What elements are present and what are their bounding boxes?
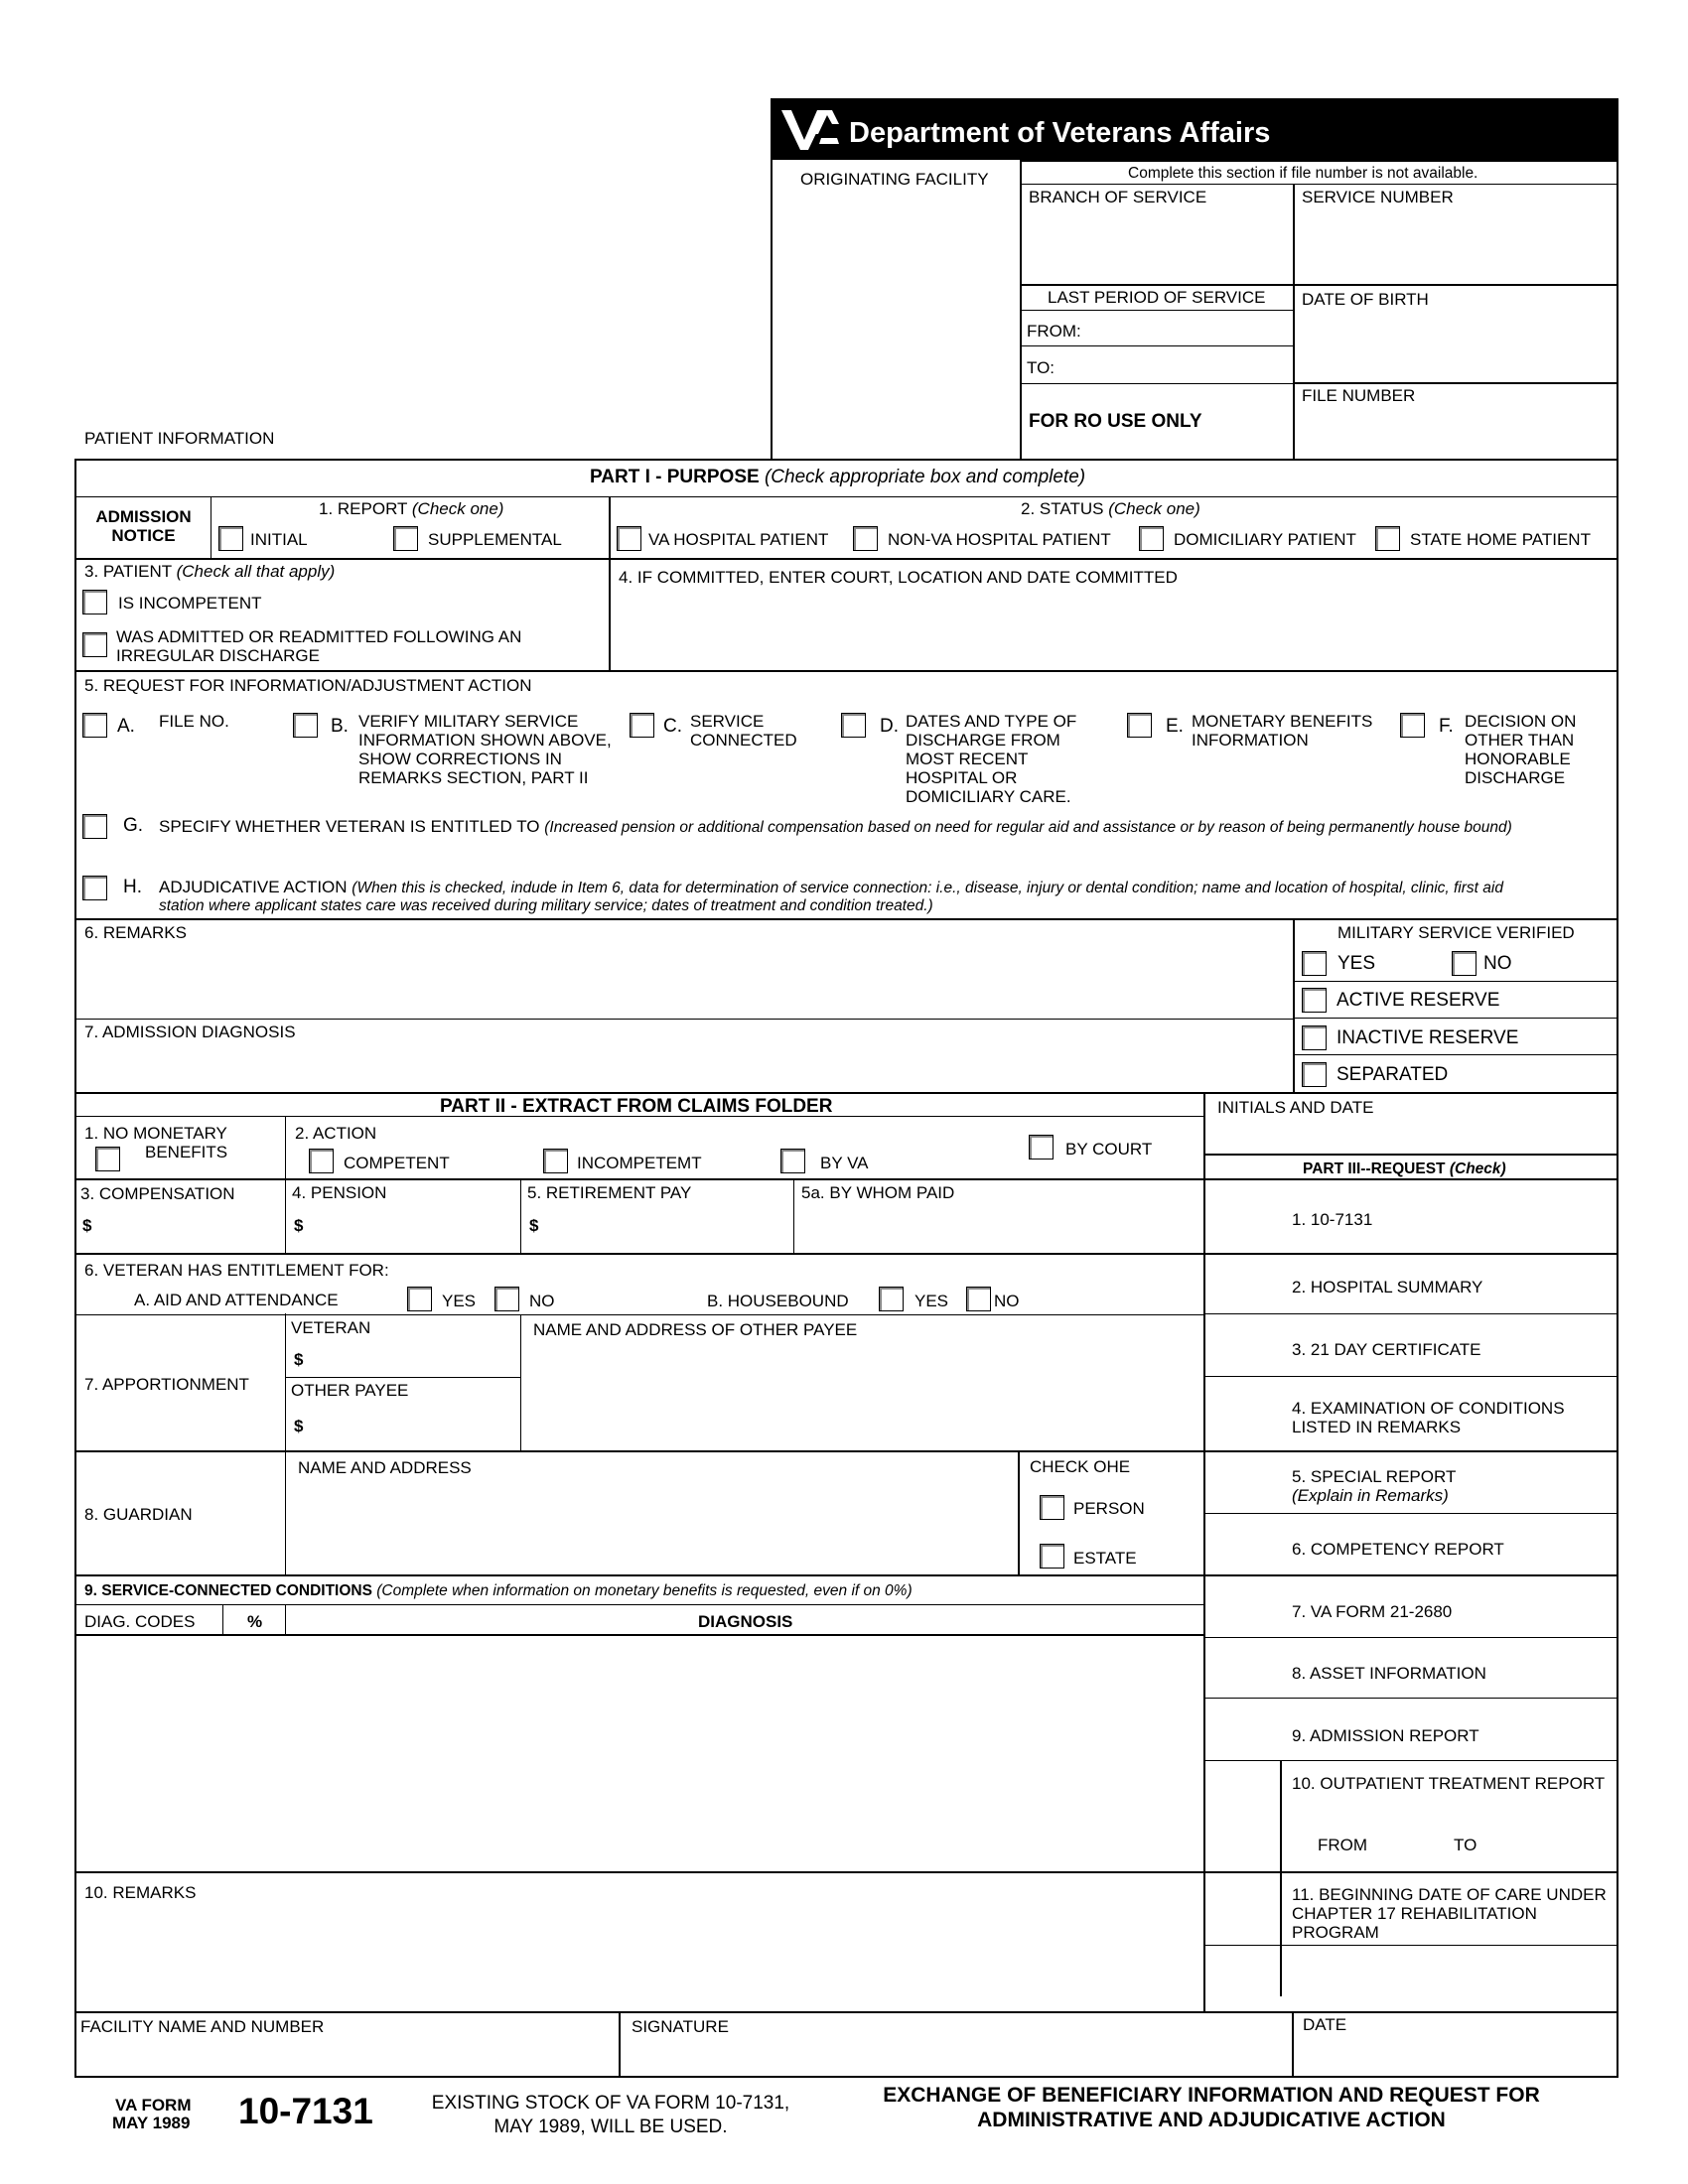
- by-court-label: BY COURT: [1065, 1140, 1153, 1159]
- benefits-label: BENEFITS: [145, 1143, 228, 1161]
- va-form-label: VA FORM: [115, 2096, 192, 2115]
- signature-label: SIGNATURE: [632, 2017, 729, 2036]
- incompetemt-label: INCOMPETEMT: [577, 1154, 702, 1172]
- request-f-label: DECISION ON OTHER THAN HONORABLE DISCHARGE: [1465, 712, 1577, 787]
- date-label: DATE: [1303, 2015, 1347, 2034]
- request-a-letter: A.: [117, 716, 135, 737]
- remarks-label: 6. REMARKS: [84, 923, 187, 942]
- name-address-label: NAME AND ADDRESS: [298, 1458, 472, 1477]
- part2-title: PART II - EXTRACT FROM CLAIMS FOLDER: [440, 1096, 833, 1117]
- housebound-no-checkbox[interactable]: [966, 1287, 991, 1311]
- percent-header: %: [247, 1612, 263, 1631]
- pension-dollar: $: [294, 1216, 304, 1235]
- va-hospital-label: VA HOSPITAL PATIENT: [648, 530, 829, 549]
- service-number-label: SERVICE NUMBER: [1302, 188, 1454, 206]
- committed-label: 4. IF COMMITTED, ENTER COURT, LOCATION AND DATE COMMITTED: [619, 568, 1178, 587]
- request-item-5: 5. SPECIAL REPORT: [1292, 1467, 1457, 1486]
- outpatient-to-label: TO: [1454, 1836, 1477, 1854]
- request-a-checkbox[interactable]: [82, 713, 107, 738]
- header-bar: [772, 98, 1618, 160]
- retirement-dollar: $: [529, 1216, 539, 1235]
- military-no-checkbox[interactable]: [1452, 951, 1477, 976]
- report-label: 1. REPORT (Check one): [319, 499, 504, 518]
- request-g-letter: G.: [123, 815, 144, 836]
- by-whom-paid-label: 5a. BY WHOM PAID: [801, 1183, 955, 1202]
- request-a-label: FILE NO.: [159, 712, 229, 731]
- entitlement-label: 6. VETERAN HAS ENTITLEMENT FOR:: [84, 1261, 389, 1280]
- diagnosis-header: DIAGNOSIS: [698, 1612, 793, 1631]
- request-c-checkbox[interactable]: [630, 713, 654, 738]
- initial-checkbox[interactable]: [218, 526, 243, 551]
- request-item-8: 8. ASSET INFORMATION: [1292, 1664, 1486, 1683]
- request-f-checkbox[interactable]: [1400, 713, 1425, 738]
- military-verified-label: MILITARY SERVICE VERIFIED: [1337, 923, 1575, 942]
- request-g-label: SPECIFY WHETHER VETERAN IS ENTITLED TO (Increased pension or additional compensation based on need for regular aid and assistance or by reason of being permanently house bound): [159, 817, 1512, 836]
- request-e-label: MONETARY BENEFITS INFORMATION: [1192, 712, 1373, 750]
- request-title: 5. REQUEST FOR INFORMATION/ADJUSTMENT ACTION: [84, 676, 532, 695]
- request-item-7: 7. VA FORM 21-2680: [1292, 1602, 1453, 1621]
- housebound-yes-label: YES: [914, 1292, 949, 1310]
- existing-stock-line2: MAY 1989, WILL BE USED.: [493, 2116, 728, 2137]
- aid-yes-checkbox[interactable]: [407, 1287, 432, 1311]
- date-of-birth-label: DATE OF BIRTH: [1302, 290, 1429, 309]
- complete-section-note: Complete this section if file number is not available.: [1128, 165, 1478, 182]
- request-item-6: 6. COMPETENCY REPORT: [1292, 1540, 1504, 1559]
- estate-checkbox[interactable]: [1040, 1544, 1064, 1569]
- no-monetary-label: 1. NO MONETARY: [84, 1124, 227, 1143]
- diag-codes-header: DIAG. CODES: [84, 1612, 196, 1631]
- incompetent-checkbox[interactable]: [82, 590, 107, 614]
- request-item-1: 1. 10-7131: [1292, 1210, 1373, 1229]
- compensation-dollar: $: [82, 1216, 92, 1235]
- by-va-checkbox[interactable]: [780, 1149, 805, 1173]
- for-ro-use-only-label: FOR RO USE ONLY: [1029, 411, 1202, 432]
- supplemental-label: SUPPLEMENTAL: [428, 530, 562, 549]
- compensation-label: 3. COMPENSATION: [80, 1184, 235, 1203]
- request-b-checkbox[interactable]: [293, 713, 318, 738]
- readmitted-checkbox[interactable]: [82, 632, 107, 657]
- incompetent-label: IS INCOMPETENT: [118, 594, 262, 613]
- domiciliary-label: DOMICILIARY PATIENT: [1174, 530, 1356, 549]
- housebound-yes-checkbox[interactable]: [879, 1287, 904, 1311]
- va-logo-icon: [777, 104, 841, 154]
- person-label: PERSON: [1073, 1499, 1145, 1518]
- separated-label: SEPARATED: [1336, 1064, 1449, 1085]
- competent-checkbox[interactable]: [309, 1149, 334, 1173]
- guardian-label: 8. GUARDIAN: [84, 1505, 193, 1524]
- retirement-pay-label: 5. RETIREMENT PAY: [527, 1183, 692, 1202]
- action-label: 2. ACTION: [295, 1124, 377, 1143]
- request-h-letter: H.: [123, 877, 142, 897]
- readmitted-label: WAS ADMITTED OR READMITTED FOLLOWING AN IRREGULAR DISCHARGE: [116, 627, 522, 665]
- by-court-checkbox[interactable]: [1029, 1135, 1054, 1160]
- form-title-line1: EXCHANGE OF BENEFICIARY INFORMATION AND REQUEST FOR: [883, 2084, 1540, 2107]
- inactive-reserve-checkbox[interactable]: [1302, 1025, 1327, 1050]
- outpatient-from-label: FROM: [1318, 1836, 1368, 1854]
- department-name: Department of Veterans Affairs: [849, 117, 1271, 149]
- request-item-10: 10. OUTPATIENT TREATMENT REPORT: [1292, 1774, 1606, 1793]
- va-hospital-checkbox[interactable]: [617, 526, 641, 551]
- remarks10-label: 10. REMARKS: [84, 1883, 197, 1902]
- other-payee-label: OTHER PAYEE: [291, 1381, 409, 1400]
- status-label: 2. STATUS (Check one): [1021, 499, 1200, 518]
- housebound-label: B. HOUSEBOUND: [707, 1292, 849, 1310]
- person-checkbox[interactable]: [1040, 1495, 1064, 1520]
- military-yes-label: YES: [1337, 953, 1376, 974]
- separated-checkbox[interactable]: [1302, 1062, 1327, 1087]
- request-item-3: 3. 21 DAY CERTIFICATE: [1292, 1340, 1481, 1359]
- part3-title: PART III--REQUEST (Check): [1303, 1160, 1506, 1177]
- name-address-other-label: NAME AND ADDRESS OF OTHER PAYEE: [533, 1320, 858, 1339]
- veteran-dollar: $: [294, 1350, 304, 1369]
- competent-label: COMPETENT: [344, 1154, 450, 1172]
- file-number-label: FILE NUMBER: [1302, 386, 1416, 405]
- initials-date-label: INITIALS AND DATE: [1217, 1098, 1374, 1117]
- inactive-reserve-label: INACTIVE RESERVE: [1336, 1027, 1519, 1048]
- non-va-hospital-checkbox[interactable]: [853, 526, 878, 551]
- request-item-11: 11. BEGINNING DATE OF CARE UNDER CHAPTER 17 REHABILITATION PROGRAM: [1292, 1885, 1607, 1942]
- incompetemt-checkbox[interactable]: [543, 1149, 568, 1173]
- form-title-line2: ADMINISTRATIVE AND ADJUDICATIVE ACTION: [977, 2109, 1446, 2131]
- request-c-letter: C.: [663, 716, 682, 737]
- request-b-letter: B.: [331, 716, 349, 737]
- request-item-4: 4. EXAMINATION OF CONDITIONS LISTED IN REMARKS: [1292, 1399, 1565, 1436]
- request-c-label: SERVICE CONNECTED: [690, 712, 797, 750]
- part1-title: PART I - PURPOSE (Check appropriate box and complete): [590, 467, 1086, 487]
- active-reserve-label: ACTIVE RESERVE: [1336, 990, 1500, 1011]
- aid-no-label: NO: [529, 1292, 555, 1310]
- facility-name-label: FACILITY NAME AND NUMBER: [80, 2017, 325, 2036]
- aid-attendance-label: A. AID AND ATTENDANCE: [134, 1291, 339, 1309]
- aid-yes-label: YES: [442, 1292, 477, 1310]
- existing-stock-line1: EXISTING STOCK OF VA FORM 10-7131,: [431, 2093, 790, 2114]
- request-e-letter: E.: [1166, 716, 1184, 737]
- special-report-note: (Explain in Remarks): [1292, 1486, 1449, 1505]
- state-home-label: STATE HOME PATIENT: [1410, 530, 1591, 549]
- military-yes-checkbox[interactable]: [1302, 951, 1327, 976]
- supplemental-checkbox[interactable]: [393, 526, 418, 551]
- active-reserve-checkbox[interactable]: [1302, 988, 1327, 1013]
- admission-diagnosis-label: 7. ADMISSION DIAGNOSIS: [84, 1023, 296, 1041]
- request-d-checkbox[interactable]: [841, 713, 866, 738]
- admission-notice-label: ADMISSION NOTICE: [95, 507, 192, 545]
- check-ohe-label: CHECK OHE: [1030, 1457, 1131, 1476]
- apportionment-label: 7. APPORTIONMENT: [84, 1375, 249, 1394]
- patient-information-label: PATIENT INFORMATION: [84, 429, 275, 448]
- request-g-checkbox[interactable]: [82, 814, 107, 839]
- other-payee-dollar: $: [294, 1417, 304, 1435]
- estate-label: ESTATE: [1073, 1549, 1137, 1568]
- request-d-label: DATES AND TYPE OF DISCHARGE FROM MOST RECENT HOSPITAL OR DOMICILIARY CARE.: [906, 712, 1077, 806]
- housebound-no-label: NO: [994, 1292, 1020, 1310]
- aid-no-checkbox[interactable]: [494, 1287, 519, 1311]
- request-e-checkbox[interactable]: [1127, 713, 1152, 738]
- request-d-letter: D.: [880, 716, 899, 737]
- service-connected-label: 9. SERVICE-CONNECTED CONDITIONS (Complete when information on monetary benefits is requested, even if on 0%): [84, 1582, 913, 1599]
- initial-label: INITIAL: [250, 530, 308, 549]
- form-date-label: MAY 1989: [112, 2114, 191, 2132]
- non-va-hospital-label: NON-VA HOSPITAL PATIENT: [888, 530, 1111, 549]
- last-period-of-service-label: LAST PERIOD OF SERVICE: [1048, 288, 1266, 307]
- originating-facility-label: ORIGINATING FACILITY: [800, 170, 989, 189]
- branch-of-service-label: BRANCH OF SERVICE: [1029, 188, 1207, 206]
- patient-label: 3. PATIENT (Check all that apply): [84, 562, 336, 581]
- by-va-label: BY VA: [820, 1154, 869, 1172]
- request-h-label: ADJUDICATIVE ACTION (When this is checked, indude in Item 6, data for determination of service connection: i.e., disease, injury or dental condition; name and location of hospital, clinic, first aid: [159, 878, 1503, 896]
- request-item-9: 9. ADMISSION REPORT: [1292, 1726, 1479, 1745]
- request-b-label: VERIFY MILITARY SERVICE INFORMATION SHOWN ABOVE, SHOW CORRECTIONS IN REMARKS SECTION, PART II: [358, 712, 612, 787]
- service-from-label: FROM:: [1027, 322, 1081, 341]
- request-h-note: station where applicant states care was received during military service; dates of treatment and condition treated.): [159, 897, 933, 914]
- request-item-2: 2. HOSPITAL SUMMARY: [1292, 1278, 1483, 1297]
- military-no-label: NO: [1483, 953, 1512, 974]
- no-monetary-checkbox[interactable]: [95, 1147, 120, 1171]
- service-to-label: TO:: [1027, 358, 1055, 377]
- veteran-label: VETERAN: [291, 1318, 371, 1337]
- pension-label: 4. PENSION: [292, 1183, 387, 1202]
- state-home-checkbox[interactable]: [1375, 526, 1400, 551]
- domiciliary-checkbox[interactable]: [1139, 526, 1164, 551]
- request-f-letter: F.: [1439, 716, 1454, 737]
- request-h-checkbox[interactable]: [82, 876, 107, 900]
- form-number: 10-7131: [238, 2091, 373, 2131]
